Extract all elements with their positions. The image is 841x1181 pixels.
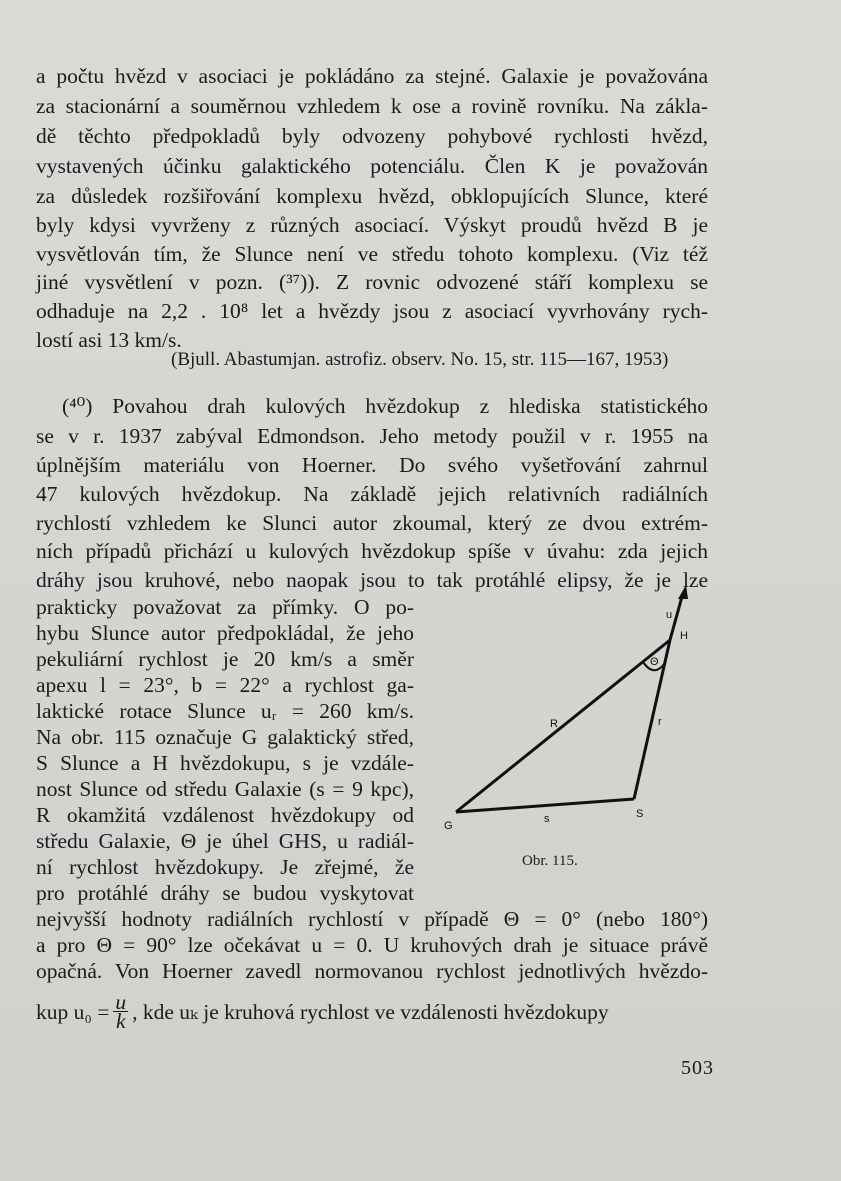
text-line: (⁴⁰) Povahou drah kulových hvězdokup z hlediska statistického: [62, 394, 708, 418]
fraction-numerator: u: [115, 990, 127, 1014]
citation: (Bjull. Abastumjan. astrofiz. observ. No. 15, str. 115—167, 1953): [171, 349, 669, 370]
text-line: byly kdysi vyvrženy z různých asociací. Výskyt proudů hvězd B je: [36, 213, 708, 237]
text-line: lostí asi 13 km/s.: [36, 328, 182, 352]
label-R: R: [550, 718, 558, 730]
text-line: a pro Θ = 90° lze očekávat u = 0. U kruhových drah je situace právě: [36, 933, 708, 957]
text-line: za stacionární a souměrnou vzhledem k ose a rovině rovníku. Na zákla-: [36, 94, 708, 118]
formula-prefix: kup u₀ =: [36, 999, 110, 1024]
formula-suffix: , kde uₖ je kruhová rychlost ve vzdálenosti hvězdokupy: [132, 999, 609, 1024]
page-number: 503: [681, 1057, 714, 1079]
text-line: laktické rotace Slunce uᵣ = 260 km/s.: [36, 699, 414, 723]
text-line: pekuliární rychlost je 20 km/s a směr: [36, 647, 414, 671]
label-s: s: [544, 813, 550, 825]
text-line: úplnějším materiálu von Hoerner. Do svého vyšetřování zahrnul: [36, 453, 708, 477]
label-theta: Θ: [650, 656, 659, 668]
label-G: G: [444, 820, 453, 832]
text-line: Na obr. 115 označuje G galaktický střed,: [36, 725, 414, 749]
label-S: S: [636, 808, 644, 820]
figure-115: [420, 585, 720, 885]
figure-caption: Obr. 115.: [522, 853, 578, 869]
text-line: dráhy jsou kruhové, nebo naopak jsou to tak protáhlé elipsy, že je lze: [36, 568, 708, 592]
text-line: rychlostí vzhledem ke Slunci autor zkoumal, který ze dvou extrém-: [36, 511, 708, 535]
arrowhead: [678, 585, 688, 599]
text-line: odhaduje na 2,2 . 10⁸ let a hvězdy jsou z asociací vyvrhovány rych-: [36, 299, 708, 323]
text-line: ní rychlost hvězdokupy. Je zřejmé, že: [36, 855, 414, 879]
fraction: [113, 990, 128, 1033]
fraction-denominator: k: [115, 1009, 126, 1033]
text-line: nost Slunce od středu Galaxie (s = 9 kpc),: [36, 777, 414, 801]
text-line: hybu Slunce autor předpokládal, že jeho: [36, 621, 414, 645]
formula-line: [36, 990, 708, 1033]
text-line: S Slunce a H hvězdokupu, s je vzdále-: [36, 751, 414, 775]
label-u: u: [666, 609, 673, 621]
text-line: vystavených účinku galaktického potenciálu. Člen K je považován: [36, 154, 708, 178]
text-line: a počtu hvězd v asociaci je pokládáno za stejné. Galaxie je považována: [36, 64, 708, 88]
text-line: pro protáhlé dráhy se budou vyskytovat: [36, 881, 414, 905]
text-line: opačná. Von Hoerner zavedl normovanou rychlost jednotlivých hvězdo-: [36, 959, 708, 983]
label-H: H: [680, 630, 688, 642]
text-line: se v r. 1937 zabýval Edmondson. Jeho metody použil v r. 1955 na: [36, 424, 708, 448]
text-line: 47 kulových hvězdokup. Na základě jejich relativních radiálních: [36, 482, 708, 506]
text-line: apexu l = 23°, b = 22° a rychlost ga-: [36, 673, 414, 697]
text-line: vysvětlován tím, že Slunce není ve středu tohoto komplexu. (Viz též: [36, 242, 708, 266]
text-line: prakticky považovat za přímky. O po-: [36, 595, 414, 619]
text-line: středu Galaxie, Θ je úhel GHS, u radiál-: [36, 829, 414, 853]
text-line: nejvyšší hodnoty radiálních rychlostí v případě Θ = 0° (nebo 180°): [36, 907, 708, 931]
text-line: dě těchto předpokladů byly odvozeny pohybové rychlosti hvězd,: [36, 124, 708, 148]
triangle-diagram: [420, 585, 720, 885]
text-line: za důsledek rozšiřování komplexu hvězd, obklopujících Slunce, které: [36, 184, 708, 208]
text-line: ních případů přichází u kulových hvězdokup spíše v úvahu: zda jejich: [36, 539, 708, 563]
text-line: jiné vysvětlení v pozn. (³⁷)). Z rovnic odvozené stáří komplexu se: [36, 270, 708, 294]
text-line: R okamžitá vzdálenost hvězdokupy od: [36, 803, 414, 827]
segment-s: [456, 799, 634, 812]
label-r: r: [658, 716, 662, 728]
